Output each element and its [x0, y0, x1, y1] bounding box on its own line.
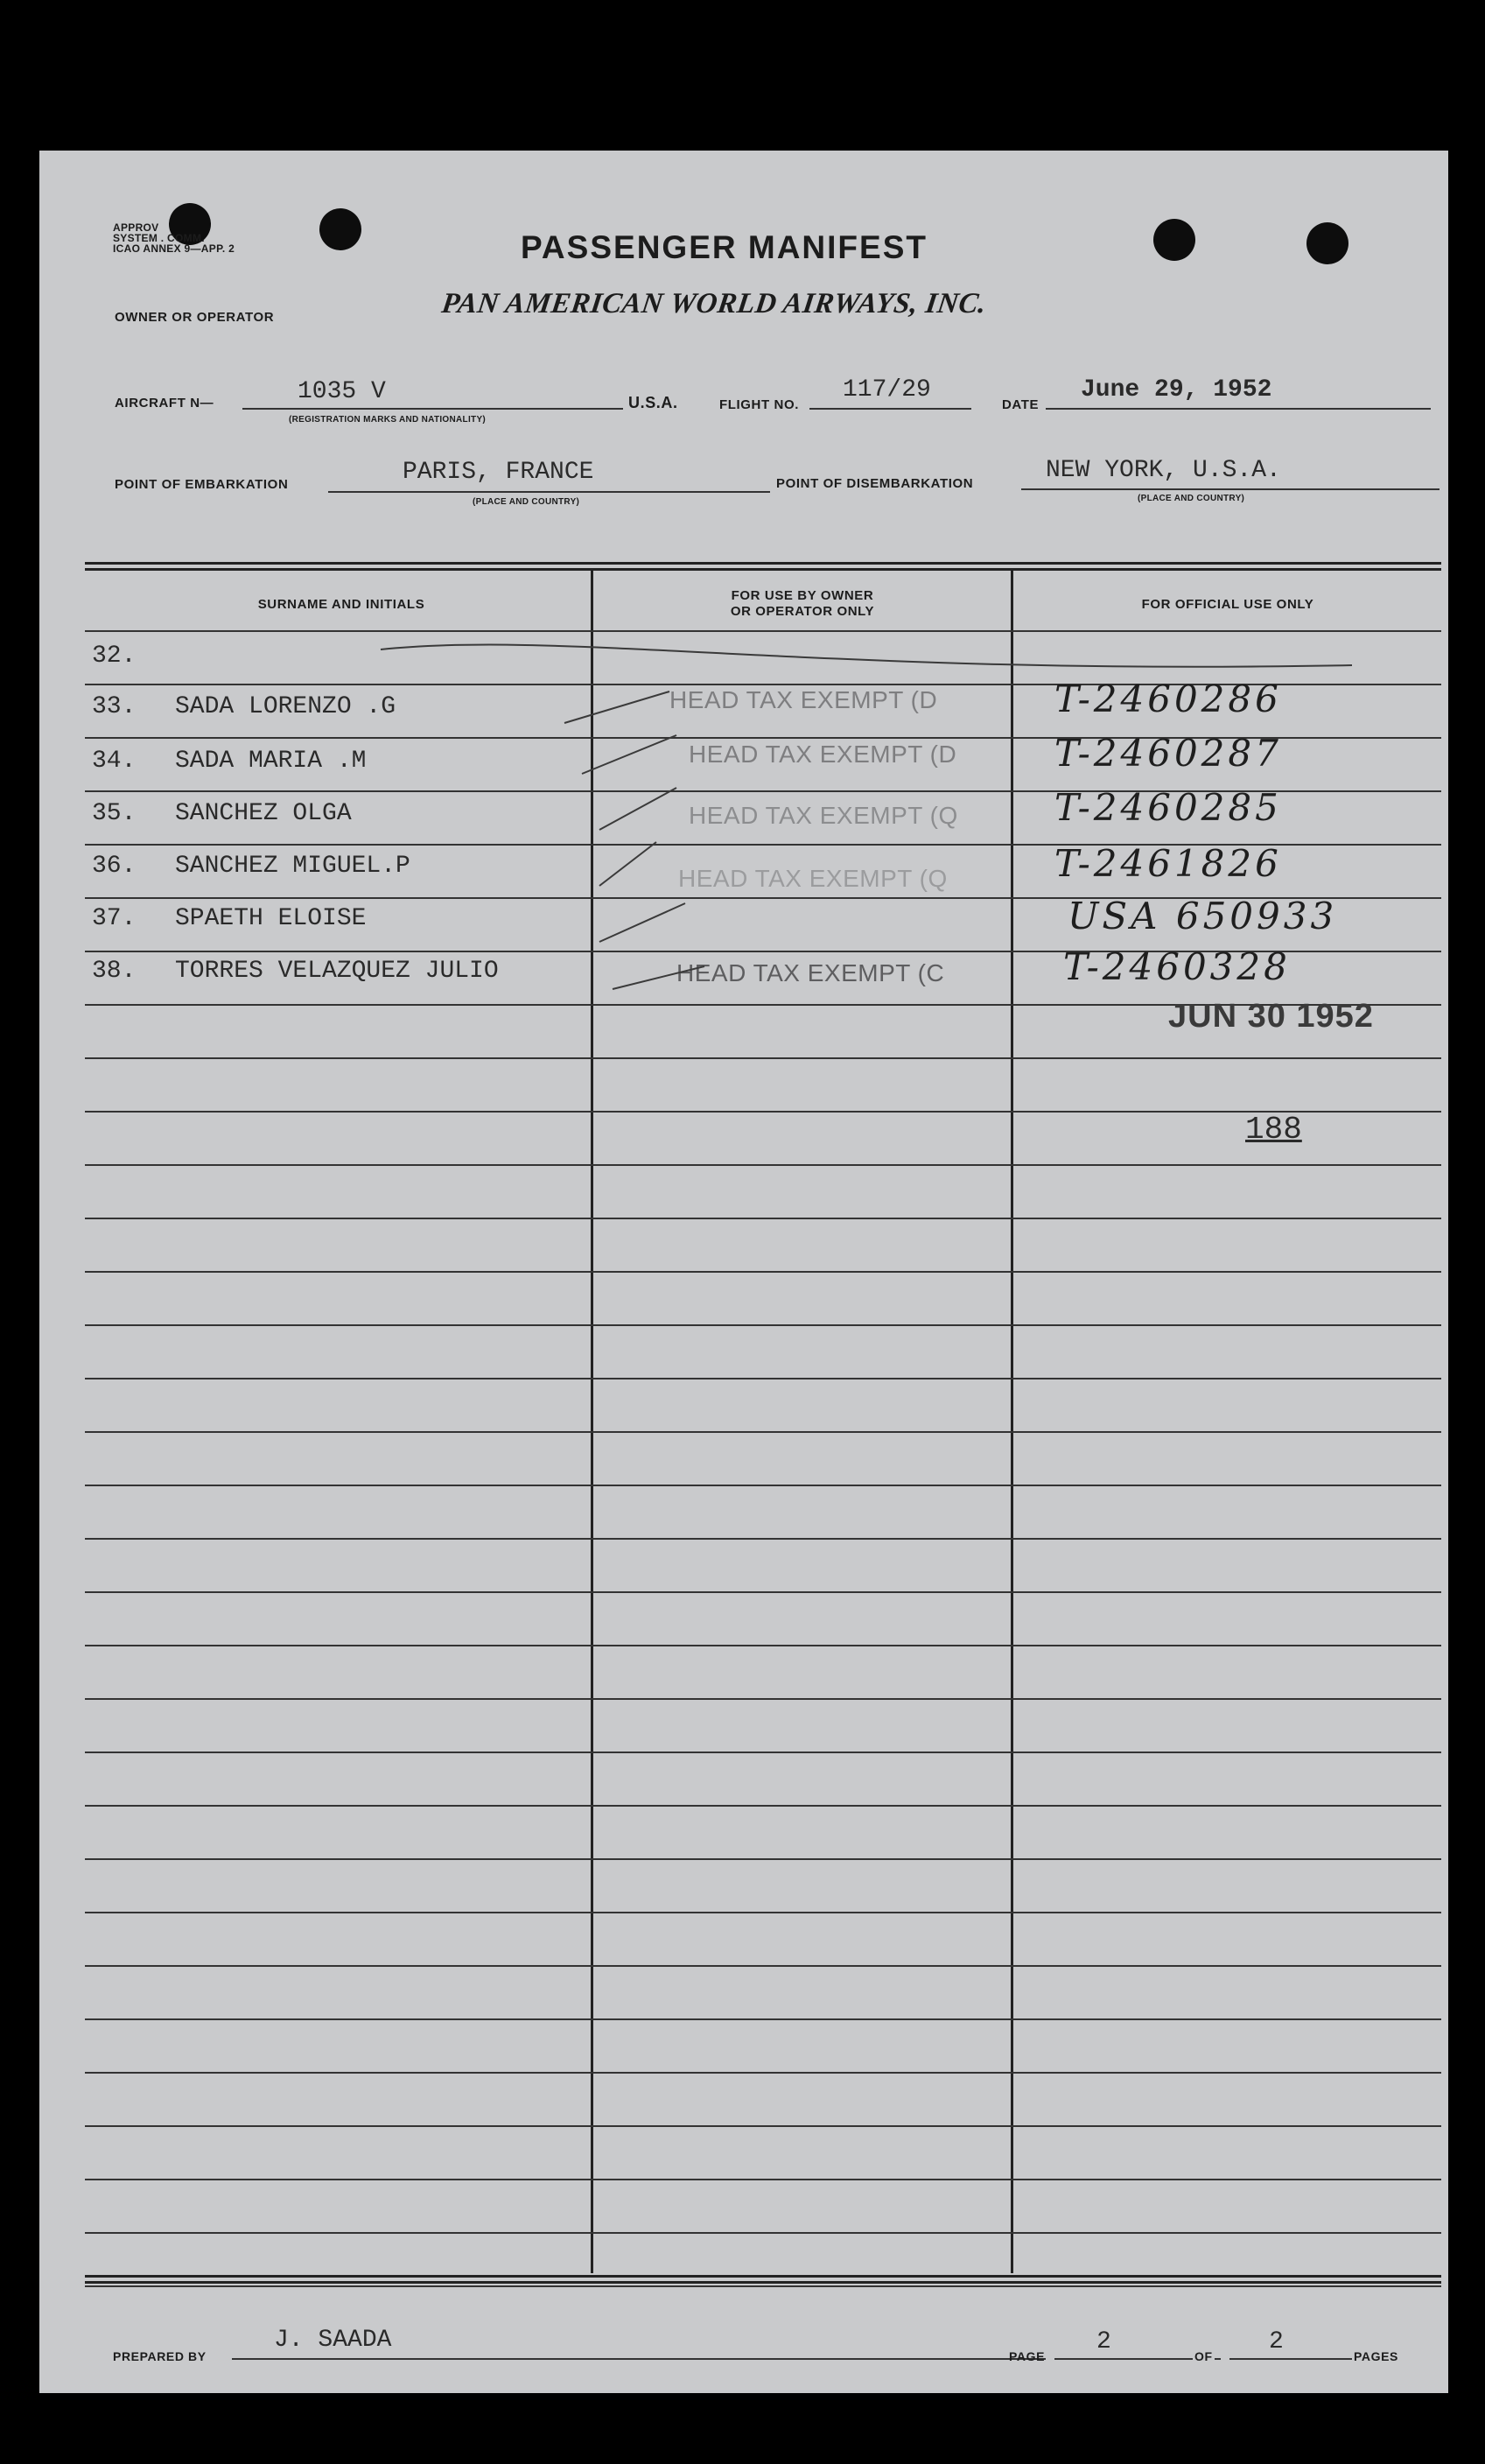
passenger-name: SPAETH ELOISE — [175, 905, 367, 932]
passenger-name: SANCHEZ OLGA — [175, 800, 352, 827]
table-row-rule — [85, 1218, 1441, 1219]
pen-stroke — [599, 903, 685, 942]
head-tax-stamp: HEAD TAX EXEMPT (Q — [689, 802, 958, 829]
official-ticket-number: T-2460285 — [1054, 786, 1282, 829]
head-tax-stamp: HEAD TAX EXEMPT (Q — [678, 865, 948, 892]
passenger-name: SADA MARIA .M — [175, 748, 367, 775]
page-number: 2 — [1096, 2328, 1111, 2355]
approval-line: APPROV — [113, 221, 159, 234]
head-tax-stamp: HEAD TAX EXEMPT (D — [689, 741, 957, 768]
pen-stroke — [599, 788, 676, 830]
approval-line: ICAO ANNEX 9—APP. 2 — [113, 242, 235, 255]
flight-value: 117/29 — [843, 376, 931, 404]
disembark-caption: (PLACE AND COUNTRY) — [1138, 494, 1245, 503]
page-label: PAGE — [1009, 2349, 1046, 2363]
flight-label: FLIGHT NO. — [719, 397, 799, 412]
arrival-date-stamp: JUN 30 1952 — [1168, 998, 1374, 1035]
table-row-rule — [85, 1111, 1441, 1113]
aircraft-label: AIRCRAFT N— — [115, 396, 214, 411]
official-ticket-number: T-2460287 — [1054, 732, 1282, 775]
prepared-by-underline — [232, 2358, 1046, 2360]
official-ticket-number: T-2460328 — [1063, 945, 1291, 988]
table-row-rule — [85, 1751, 1441, 1753]
disembark-label: POINT OF DISEMBARKATION — [776, 476, 974, 491]
pages-label: PAGES — [1354, 2349, 1398, 2363]
official-count: 188 — [1245, 1112, 1302, 1148]
total-pages: 2 — [1269, 2328, 1284, 2355]
row-number: 33. — [92, 693, 137, 720]
column-header-official-use: FOR OFFICIAL USE ONLY — [1141, 597, 1314, 612]
table-row-rule — [85, 1805, 1441, 1807]
table-row-rule — [85, 2072, 1441, 2074]
official-ticket-number: T-2461826 — [1054, 842, 1282, 885]
table-bottom-rule — [85, 2275, 1441, 2278]
registration-caption: (REGISTRATION MARKS AND NATIONALITY) — [289, 415, 487, 425]
aircraft-value: 1035 V — [298, 378, 386, 405]
column-header-owner-use: FOR USE BY OWNER OR OPERATOR ONLY — [730, 588, 875, 619]
passenger-name: TORRES VELAZQUEZ JULIO — [175, 958, 499, 985]
head-tax-stamp: HEAD TAX EXEMPT (D — [669, 686, 938, 713]
pen-marks — [39, 151, 1448, 1026]
page-title: PASSENGER MANIFEST — [521, 229, 928, 265]
embark-caption: (PLACE AND COUNTRY) — [473, 497, 580, 507]
row-number: 37. — [92, 905, 137, 932]
disembark-value: NEW YORK, U.S.A. — [1046, 457, 1281, 484]
row-number: 38. — [92, 958, 137, 985]
row-number: 35. — [92, 800, 137, 827]
row-number: 32. — [92, 642, 137, 670]
owner-label: OWNER OR OPERATOR — [115, 310, 275, 325]
row-number: 34. — [92, 748, 137, 775]
prepared-by-label: PREPARED BY — [113, 2349, 207, 2363]
date-label: DATE — [1002, 397, 1040, 412]
row-number: 36. — [92, 853, 137, 880]
table-row-rule — [85, 1591, 1441, 1593]
table-row-rule — [85, 1164, 1441, 1166]
table-row-rule — [85, 1485, 1441, 1486]
table-row-rule — [85, 1378, 1441, 1379]
table-row-rule — [85, 1698, 1441, 1700]
pen-stroke — [564, 691, 669, 723]
column-header-surname: SURNAME AND INITIALS — [257, 597, 425, 612]
table-row-rule — [85, 1057, 1441, 1059]
embark-label: POINT OF EMBARKATION — [115, 477, 289, 492]
pen-stroke — [381, 645, 1352, 667]
table-row-rule — [85, 1271, 1441, 1273]
date-value: June 29, 1952 — [1081, 376, 1272, 404]
passenger-name: SANCHEZ MIGUEL.P — [175, 853, 410, 880]
pen-stroke — [582, 735, 676, 774]
official-ticket-number: T-2460286 — [1054, 677, 1282, 720]
table-row-rule — [85, 2285, 1441, 2287]
usa-label: U.S.A. — [628, 394, 678, 411]
official-visa-number: USA 650933 — [1068, 895, 1338, 937]
table-row-rule — [85, 2018, 1441, 2020]
pen-stroke — [599, 842, 656, 886]
approval-line: SYSTEM . COMM. — [113, 232, 205, 244]
operator-name: PAN AMERICAN WORLD AIRWAYS, INC. — [439, 288, 989, 319]
table-row-rule — [85, 1858, 1441, 1860]
pen-stroke — [613, 966, 704, 989]
table-row-rule — [85, 1538, 1441, 1540]
table-row-rule — [85, 2232, 1441, 2234]
passenger-name: SADA LORENZO .G — [175, 693, 396, 720]
of-label: OF — [1194, 2349, 1213, 2363]
table-bottom-rule — [85, 2281, 1441, 2284]
head-tax-stamp: HEAD TAX EXEMPT (C — [676, 959, 945, 986]
table-row-rule — [85, 1645, 1441, 1646]
table-row-rule — [85, 1431, 1441, 1433]
table-row-rule — [85, 1912, 1441, 1913]
manifest-sheet — [39, 151, 1448, 2393]
embark-value: PARIS, FRANCE — [403, 459, 594, 486]
table-row-rule — [85, 2179, 1441, 2180]
table-row-rule — [85, 2125, 1441, 2127]
table-row-rule — [85, 1965, 1441, 1967]
prepared-by-value: J. SAADA — [274, 2327, 392, 2354]
table-row-rule — [85, 1324, 1441, 1326]
